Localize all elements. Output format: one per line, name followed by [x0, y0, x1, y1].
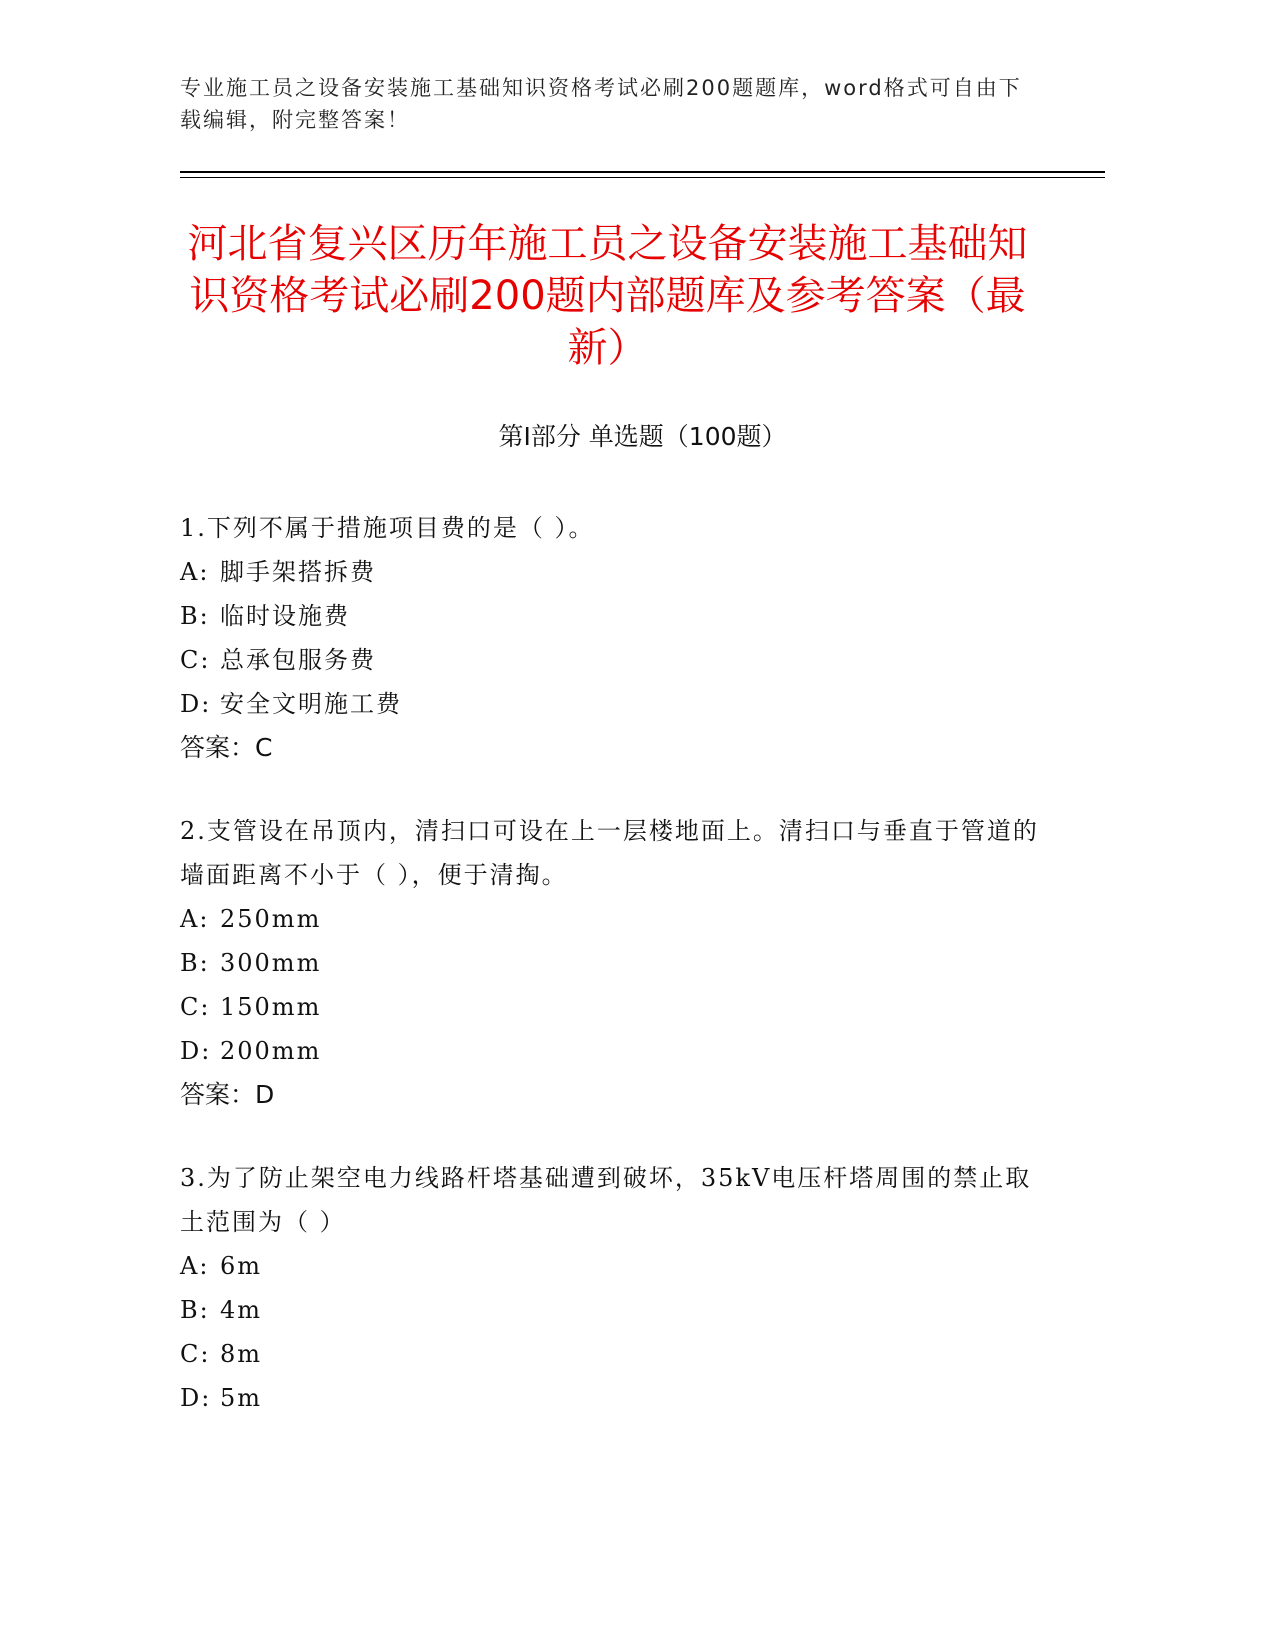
option-text: 250mm [220, 905, 322, 933]
document-title: 河北省复兴区历年施工员之设备安装施工基础知识资格考试必刷200题内部题库及参考答案（最新） [187, 221, 1028, 371]
option-letter: C: [180, 1340, 211, 1368]
option-text: 8m [220, 1340, 263, 1368]
option-letter: A: [180, 558, 210, 586]
option-c [180, 985, 1040, 1029]
option-a [180, 897, 1040, 941]
option-text: 4m [220, 1296, 263, 1324]
option-text: 脚手架搭拆费 [220, 558, 376, 586]
option-letter: B: [180, 602, 210, 630]
option-text: 300mm [220, 949, 322, 977]
option-b [180, 1288, 1040, 1332]
section-title: 第I部分 单选题（100题） [498, 422, 787, 451]
option-letter: B: [180, 949, 210, 977]
question-list [180, 506, 1040, 1459]
option-c [180, 1332, 1040, 1376]
option-b [180, 594, 1040, 638]
question-stem: 2.支管设在吊顶内，清扫口可设在上一层楼地面上。清扫口与垂直于管道的墙面距离不小于（ ），便于清掏。 [180, 817, 1039, 889]
question-stem: 3.为了防止架空电力线路杆塔基础遭到破坏，35kV电压杆塔周围的禁止取土范围为（ ） [180, 1164, 1032, 1236]
option-letter: D: [180, 1384, 212, 1412]
option-letter: B: [180, 1296, 210, 1324]
option-d [180, 1376, 1040, 1420]
option-letter: C: [180, 646, 211, 674]
option-text: 150mm [220, 993, 322, 1021]
option-d [180, 682, 1040, 726]
option-a [180, 1244, 1040, 1288]
answer-line: 答案：C [180, 733, 273, 762]
option-letter: D: [180, 1037, 212, 1065]
option-a [180, 550, 1040, 594]
question-2 [180, 809, 1040, 1117]
option-text: 6m [220, 1252, 263, 1280]
option-letter: D: [180, 690, 212, 718]
question-3 [180, 1156, 1040, 1420]
option-text: 200mm [220, 1037, 322, 1065]
question-1 [180, 506, 1040, 770]
header-divider-thin [180, 177, 1105, 178]
option-text: 总承包服务费 [220, 646, 376, 674]
option-c [180, 638, 1040, 682]
option-text: 5m [220, 1384, 263, 1412]
option-text: 临时设施费 [220, 602, 350, 630]
option-d [180, 1029, 1040, 1073]
answer-line: 答案：D [180, 1080, 275, 1109]
option-letter: A: [180, 905, 210, 933]
page-header-note: 专业施工员之设备安装施工基础知识资格考试必刷200题题库，word格式可自由下载编辑，附完整答案！ [180, 76, 1022, 132]
option-letter: A: [180, 1252, 210, 1280]
option-letter: C: [180, 993, 211, 1021]
option-b [180, 941, 1040, 985]
option-text: 安全文明施工费 [220, 690, 402, 718]
header-divider-thick [180, 171, 1105, 173]
question-stem: 1.下列不属于措施项目费的是（ ）。 [180, 514, 595, 542]
